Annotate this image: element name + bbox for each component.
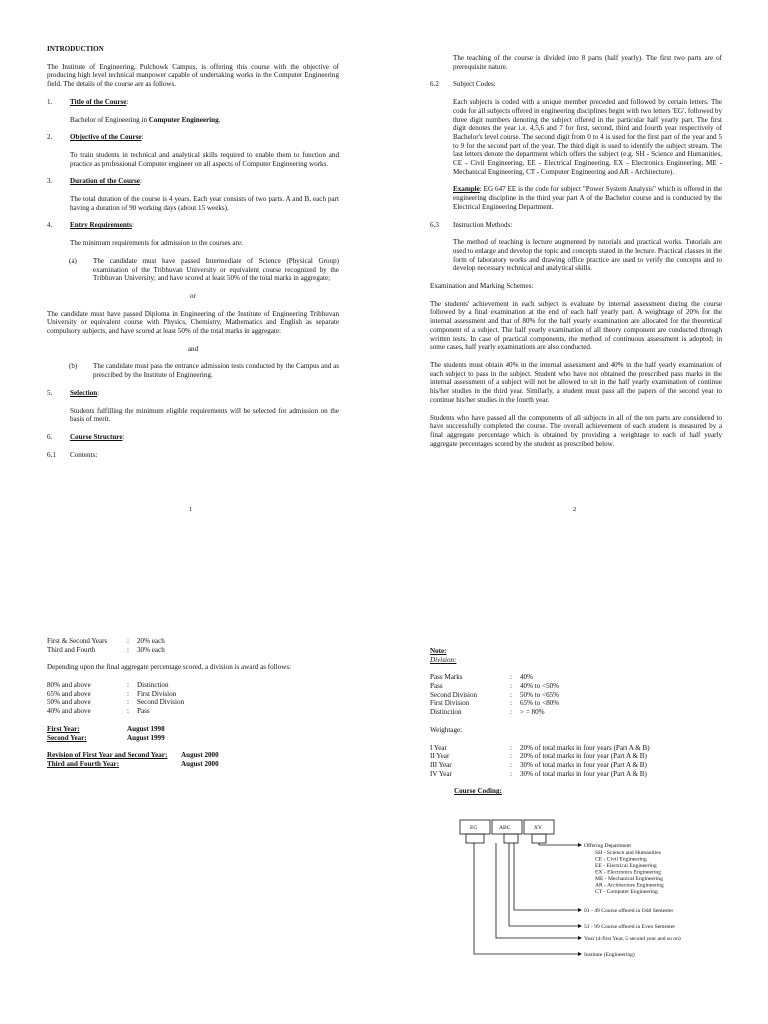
section-6 [47, 433, 339, 442]
section-2-number: 2. [47, 133, 53, 142]
exam-title: Examination and Marking Schemes: [430, 282, 534, 291]
department-ar: AR - Architecture Engineering [595, 882, 664, 889]
section-1 [47, 98, 339, 107]
section-6-1-number: 6.1 [47, 450, 56, 459]
connector-odd [514, 843, 578, 910]
division-key: 65% and above [47, 689, 91, 698]
section-5-number: 5. [47, 388, 53, 397]
date-value: August 1998 [127, 724, 165, 733]
even-semester-label: 51 - 99 Course offered in Even Semester [584, 924, 676, 930]
division-key: 80% and above [47, 681, 91, 690]
requirement-a-label: (a) [69, 256, 77, 265]
code-box-eg-lower [466, 834, 484, 843]
mark-row [430, 691, 730, 700]
arrow-even [578, 924, 582, 928]
arrow-odd [578, 908, 582, 912]
section-1-colon: : [126, 97, 129, 106]
revision-key: Revision of First Year and Second Year: [47, 751, 168, 760]
arrow-year [578, 936, 582, 940]
section-1-number: 1. [47, 97, 53, 106]
year-label: Year (4-first Year, 5 second year and so on) [584, 936, 681, 942]
instruction-methods-body: The method of teaching is lecture augmented by tutorials and practical works. Tutorials are used to enlarge and develop the topic and concepts stated in the lecture. Practical classes in the form of laboratory works and drawing office practice are used to verify the concepts and to develop necessary technical and analytical skills. [453, 238, 722, 273]
revisions-list [47, 751, 377, 768]
weight-value: 30% each [137, 645, 165, 654]
date-row [47, 734, 377, 743]
weightage-row [430, 761, 730, 770]
mark-key: Second Division [430, 690, 478, 699]
section-6-1-title: Contents: [70, 450, 98, 459]
marks-list [430, 673, 730, 716]
department-ee: EE - Electrical Engineering [595, 863, 657, 869]
mark-value: 40% [520, 673, 534, 682]
section-6-1 [47, 451, 339, 460]
weightage-value: 30% of total marks in four year (Part A & B) [520, 760, 647, 769]
division-row [47, 698, 377, 707]
weightage-row [430, 744, 730, 753]
example-paragraph [453, 185, 722, 211]
mark-key: Distinction [430, 708, 462, 717]
division-colon: : [127, 707, 129, 716]
weightage-key: II Year [430, 752, 450, 761]
degree-prefix: Bachelor of Engineering in [70, 115, 149, 124]
weightage-key: IV Year [430, 769, 452, 778]
weightage-colon: : [510, 743, 512, 752]
division-intro: Depending upon the final aggregate percentage scored, a division is award as follows: [47, 663, 292, 672]
section-6-2 [430, 80, 722, 89]
weights-list [47, 637, 377, 654]
mark-colon: : [510, 673, 512, 682]
section-4 [47, 221, 339, 230]
box-label-abc: ABC [499, 825, 511, 831]
section-5-colon: : [97, 388, 100, 397]
example-label: Example [453, 185, 480, 194]
division-colon: : [127, 689, 129, 698]
page-2 [430, 54, 722, 457]
weight-row [47, 637, 377, 646]
requirement-a-text: The candidate must have passed Intermediate of Science (Physical Group) examination of the Tribhuvan University or equivalent course recognized by the Tribhuvan University; and have scored at least 50% of the total marks in aggregate; [93, 256, 339, 283]
degree-name: Computer Engineering [148, 115, 219, 124]
requirement-a [47, 257, 339, 283]
weightage-list [430, 744, 730, 779]
department-me: ME - Mechanical Engineering [595, 876, 663, 882]
institute-label: Institute (Engineering) [584, 952, 635, 958]
section-3-colon: : [139, 177, 142, 186]
page-1 [47, 45, 339, 468]
date-row [47, 725, 377, 734]
weightage-value: 20% of total marks in four year (Part A & B) [520, 752, 647, 761]
department-ex: EX - Electronics Engineering [595, 869, 662, 876]
section-5-title: Selection [70, 388, 98, 397]
section-4-number: 4. [47, 221, 53, 230]
mark-value: 65% to <80% [520, 699, 560, 708]
requirement-b-label: (b) [69, 362, 78, 371]
weight-row [47, 646, 377, 655]
weightage-key: III Year [430, 760, 452, 769]
odd-semester-label: 01 - 49 Course offered in Odd Semester [584, 908, 674, 914]
date-key: First Year: [47, 724, 80, 733]
division-value: Pass [137, 707, 150, 716]
mark-key: First Division [430, 699, 470, 708]
mark-colon: : [510, 682, 512, 691]
mark-row [430, 699, 730, 708]
section-2-title: Objective of the Course [70, 133, 142, 142]
example-text: : EG 647 EE is the code for subject "Power System Analysis" which is offered in the engineering discipline in the third year part A of the Bachelor course and is conducted by the Electrical Engineering Department. [453, 185, 722, 211]
division-row [47, 690, 377, 699]
weight-key: First & Second Years [47, 637, 108, 645]
weightage-title: Weightage: [430, 725, 463, 734]
and-text: and [187, 344, 199, 353]
mark-value: > = 80% [520, 708, 545, 717]
course-coding-label: Course Coding: [454, 787, 502, 796]
mark-key: Pass [430, 682, 443, 691]
section-6-3-number: 6.3 [430, 220, 439, 229]
division-key: 50% and above [47, 698, 91, 707]
requirement-b [47, 362, 339, 379]
connector-year [496, 843, 578, 938]
division-value: Distinction [137, 681, 169, 690]
revision-value: August 2000 [181, 751, 219, 760]
course-coding-diagram [440, 812, 700, 962]
division-value: Second Division [137, 698, 185, 707]
page-4 [430, 647, 730, 796]
division-key: 40% and above [47, 707, 91, 716]
exam-paragraph-2: The students must obtain 40% in the internal assessment and 40% in the half yearly examination of each subject to pass in the subject. Student who have not obtained the prescribed pass marks in the internal assessment of a subject will not be allowed to sit in the half yearly examination of continue his/her studies in the third year. Similarly, a student must pass all the papers of the second year to continue his/her studies in the fourth year. [430, 360, 722, 404]
connector-institute [474, 843, 578, 954]
section-6-3 [430, 221, 722, 230]
weightage-value: 30% of total marks in four year (Part A & B) [520, 769, 647, 778]
section-5 [47, 389, 339, 398]
section-6-number: 6. [47, 432, 53, 441]
weight-colon: : [127, 645, 129, 654]
page-number-2: 2 [573, 506, 577, 513]
revision-row [47, 760, 377, 769]
department-ce: CE - Civil Engineering [595, 856, 647, 863]
offering-department-label: Offering Department [584, 843, 631, 849]
mark-row [430, 673, 730, 682]
section-6-2-title: Subject Codes: [453, 80, 496, 89]
section-2-colon: : [141, 133, 144, 142]
weight-key: Third and Fourth [47, 645, 96, 654]
division-label: Division: [430, 655, 457, 664]
weightage-colon: : [510, 752, 512, 761]
section-6-3-title: Instruction Methods: [453, 220, 513, 229]
date-value: August 1999 [127, 733, 165, 742]
division-row [47, 707, 377, 716]
section-4-body: The minimum requirements for admission to the courses are: [70, 239, 243, 248]
section-4-title: Entry Requirements [70, 221, 132, 230]
revision-row [47, 751, 377, 760]
revision-value: August 2000 [181, 759, 219, 768]
section-3 [47, 177, 339, 186]
section-1-title: Title of the Course [70, 97, 127, 106]
requirement-b-text: The candidate must pass the entrance admission tests conducted by the Campus and as prescribed by the Institute of Engineering. [93, 362, 339, 380]
section-5-body: Students fulfilling the minimum eligible requirements will be selected for admission on the basis of merit. [70, 406, 339, 424]
page-number-1: 1 [189, 506, 193, 513]
code-box-xy-lower [532, 834, 546, 843]
mark-colon: : [510, 699, 512, 708]
arrow-institute [578, 952, 582, 956]
section-2 [47, 133, 339, 142]
mark-value: 40% to <50% [520, 682, 560, 691]
mark-colon: : [510, 690, 512, 699]
weightage-key: I Year [430, 743, 447, 752]
mark-row [430, 708, 730, 717]
division-row [47, 681, 377, 690]
box-label-xy: XY [534, 825, 543, 831]
department-sh: SH - Science and Humanities [595, 850, 661, 856]
or-text: or [190, 291, 196, 300]
teaching-paragraph: The teaching of the course is divided into 8 parts (half yearly). The first two parts are of prerequisite nature. [453, 54, 722, 71]
mark-key: Pass Marks [430, 673, 463, 682]
section-6-colon: : [122, 432, 125, 441]
mark-value: 50% to <65% [520, 690, 560, 699]
weightage-colon: : [510, 760, 512, 769]
revision-key: Third and Fourth Year: [47, 759, 120, 768]
requirement-alternative: The candidate must have passed Diploma in Engineering of the Institute of Engineering Tribhuvan University or equivalent course with Physics, Chemistry, Mathematics and English as separate compulsory subjects, and have scored at least 50% of the total marks in aggregate: [47, 309, 339, 336]
section-3-title: Duration of the Course [70, 177, 140, 186]
date-key: Second Year: [47, 733, 87, 742]
section-3-body: The total duration of the course is 4 years. Each year consists of two parts. A and B, each part having a duration of 90 working days (about 15 weeks). [70, 195, 339, 212]
section-6-title: Course Structure [70, 432, 123, 441]
weightage-row [430, 770, 730, 779]
division-value: First Division [137, 689, 177, 698]
section-3-number: 3. [47, 177, 53, 186]
exam-paragraph-1: The students' achievement in each subject is evaluate by internal assessment during the course followed by a final examination at the end of each half yearly part. A weightage of 20% for the internal assessment and that of 80% for the half yearly examination are allocated for the theoretical component of a subject. The half yearly examination of all theory component are conducted through written tests. In case of practical components, the method of continuous assessment is adopted; in some cases, half yearly examinations are also conducted. [430, 299, 722, 352]
divisions-list [47, 681, 377, 716]
weightage-value: 20% of total marks in four years (Part A & B) [520, 743, 650, 752]
connector-even [509, 843, 578, 926]
degree-suffix: . [218, 115, 221, 124]
weight-value: 20% each [137, 637, 165, 645]
exam-paragraph-3: Students who have passed all the components of all subjects in all of the ten parts are considered to have successfully completed the course. The overall achievement of each student is measured by a final aggregate percentage which is obtained by providing a weightage to each of half yearly aggregate percentages scored by the student as prescribed below. [430, 413, 722, 448]
division-colon: : [127, 698, 129, 707]
section-1-body [70, 116, 339, 125]
intro-heading: INTRODUCTION [47, 45, 104, 53]
page-3 [47, 637, 377, 769]
department-ct: CT - Computer Engineering [595, 889, 658, 895]
box-label-eg: EG [470, 825, 478, 831]
subject-codes-body: Each subjects is coded with a unique member preceded and followed by certain letters. The code for all subjects offered in engineering disciplines begin with two letters 'EG', followed by three digit numbers denoting the subject offered in the particular half yearly part. The first digit denotes the year i.e. 4,5,6 and 7 for first, second, third and fourth year respectively of Bachelor's level course. The second digit from 0 to 4 is used for the first part of the year and 5 to 9 for the second part of the year. The third digit is used to identify the subject stream. The last letters denote the department which offers the subject (e.g. SH - Science and Humanities, CE - Civil Engineering, EE - Electrical Engineering, EX - Electronics Engineering, ME - Mechanical Engineering, CT - Computer Engineering and AR - Architecture). [453, 98, 722, 176]
note-label: Note: [430, 647, 447, 655]
code-box-abc-lower [504, 834, 518, 843]
section-4-colon: : [131, 221, 134, 230]
mark-row [430, 682, 730, 691]
mark-colon: : [510, 708, 512, 717]
weight-colon: : [127, 637, 129, 645]
weightage-colon: : [510, 769, 512, 778]
arrow-offering [578, 843, 582, 847]
intro-paragraph: The Institute of Engineering, Pulchowk Campus, is offering this course with the objective of producing high level technical manpower capable of undertaking works in the Computer Engineering field. The details of the course are as follows. [47, 62, 339, 89]
weightage-row [430, 752, 730, 761]
section-6-2-number: 6.2 [430, 80, 439, 89]
dates-list [47, 725, 377, 742]
section-2-body: To train students in technical and analytical skills required to enable them to function and practice as professional Computer engineer on all aspects of Computer Engineering works. [70, 150, 339, 168]
division-colon: : [127, 681, 129, 690]
